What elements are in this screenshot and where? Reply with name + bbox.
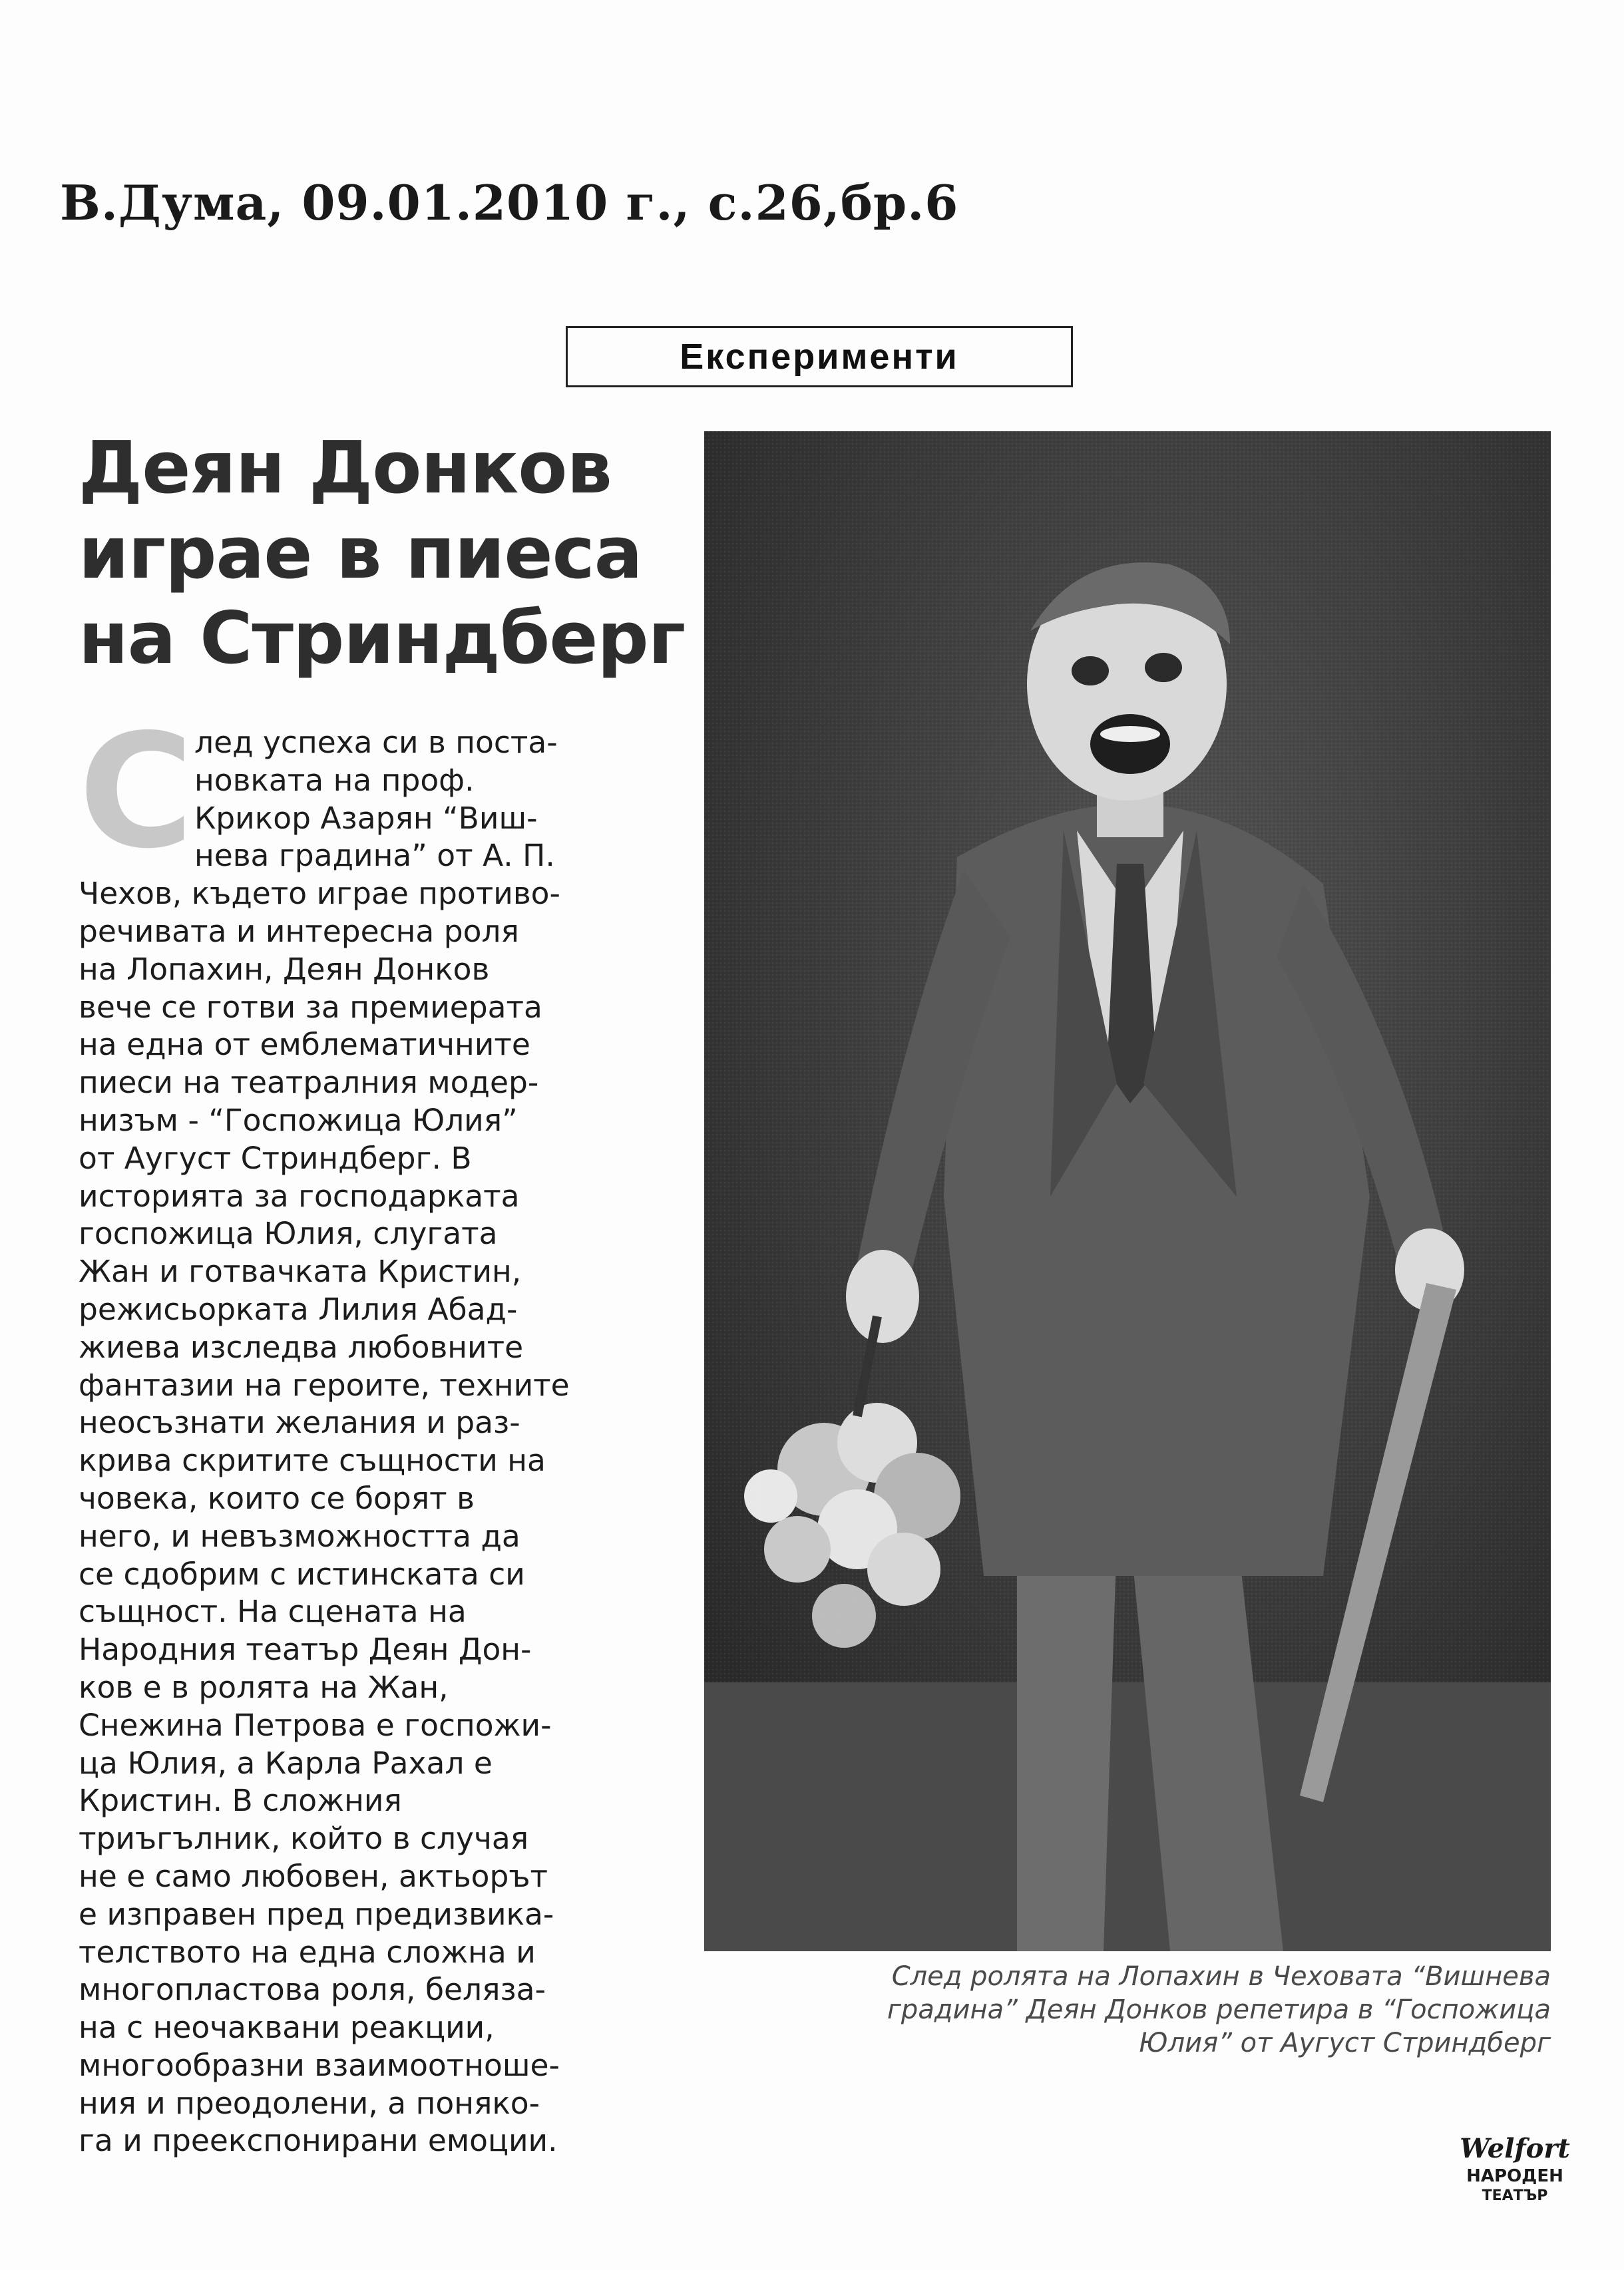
body-line: на една от емблематичните [79, 1027, 530, 1063]
body-line: лед успеха си в поста- [194, 725, 558, 760]
body-line: га и преекспонирани емоции. [79, 2123, 558, 2159]
body-line: низъм - “Госпожица Юлия” [79, 1102, 518, 1138]
photo-caption [704, 1960, 1551, 2060]
body-line: речивата и интересна роля [79, 913, 519, 949]
body-line: многопластова роля, беляза- [79, 1972, 546, 2008]
body-line: многообразни взаимоотноше- [79, 2047, 560, 2083]
body-line: госпожица Юлия, слугата [79, 1216, 498, 1252]
body-line: вече се готви за премиерата [79, 989, 542, 1025]
body-line: Крикор Азарян “Виш- [194, 800, 538, 836]
national-theatre-logo [1455, 2130, 1575, 2209]
logo-script: Welfort [1460, 2133, 1570, 2164]
body-line: него, и невъзможността да [79, 1518, 520, 1554]
body-line: на с неочаквани реакции, [79, 2010, 495, 2046]
caption-line: Юлия” от Аугуст Стриндберг [1139, 2028, 1551, 2058]
body-line: фантазии на героите, техните [79, 1367, 570, 1403]
body-line: ца Юлия, а Карла Рахал е [79, 1745, 493, 1781]
body-line: Народния театър Деян Дон- [79, 1632, 532, 1668]
headline-line: Деян Донков [79, 427, 612, 510]
body-line: от Аугуст Стриндберг. В [79, 1140, 472, 1176]
rubric-box [566, 326, 1073, 387]
body-line: е изправен пред предизвика- [79, 1896, 554, 1932]
article-body [79, 700, 651, 2160]
body-line: телството на една сложна и [79, 1934, 536, 1970]
article-headline [79, 426, 686, 681]
caption-line: градина” Деян Донков репетира в “Госпожица [887, 1994, 1551, 2025]
headline-line: на Стриндберг [79, 597, 686, 680]
body-line: Чехов, където играе противо- [79, 876, 560, 912]
logo-line-1: НАРОДЕН [1466, 2166, 1563, 2186]
body-line: нева градина” от А. П. [194, 838, 555, 874]
actor-photo-illustration [704, 431, 1551, 1951]
drop-cap: С [79, 700, 194, 883]
body-line: се сдобрим с истинската си [79, 1556, 525, 1592]
theatre-logo-mark [1455, 2130, 1575, 2209]
body-line: триъгълник, който в случая [79, 1821, 529, 1857]
body-line: Жан и готвачката Кристин, [79, 1254, 522, 1290]
source-citation: В.Дума, 09.01.2010 г., с.26,бр.6 [60, 174, 959, 231]
body-line: на Лопахин, Деян Донков [79, 951, 490, 987]
article-photo [704, 431, 1551, 1951]
body-line: човека, които се борят в [79, 1480, 475, 1516]
caption-line: След ролята на Лопахин в Чеховата “Вишнева [891, 1961, 1551, 1992]
body-line: ков е в ролята на Жан, [79, 1669, 449, 1705]
body-line: пиеси на театралния модер- [79, 1065, 539, 1101]
logo-line-2: ТЕАТЪР [1482, 2187, 1548, 2204]
body-line: неосъзнати желания и раз- [79, 1405, 520, 1441]
body-line: историята за господарката [79, 1178, 520, 1214]
body-line: жиева изследва любовните [79, 1329, 524, 1365]
body-line: ния и преодолени, а поняко- [79, 2085, 540, 2121]
body-line: режисьорката Лилия Абад- [79, 1291, 518, 1327]
body-line: същност. На сцената на [79, 1594, 467, 1630]
body-line: Кристин. В сложния [79, 1783, 402, 1819]
headline-line: играе в пиеса [79, 512, 642, 595]
body-line: крива скритите същности на [79, 1443, 546, 1479]
body-line: не е само любовен, актьорът [79, 1858, 548, 1894]
rubric-label: Експерименти [680, 337, 959, 377]
body-line: Снежина Петрова е госпожи- [79, 1707, 552, 1743]
body-line: новката на проф. [194, 762, 475, 798]
